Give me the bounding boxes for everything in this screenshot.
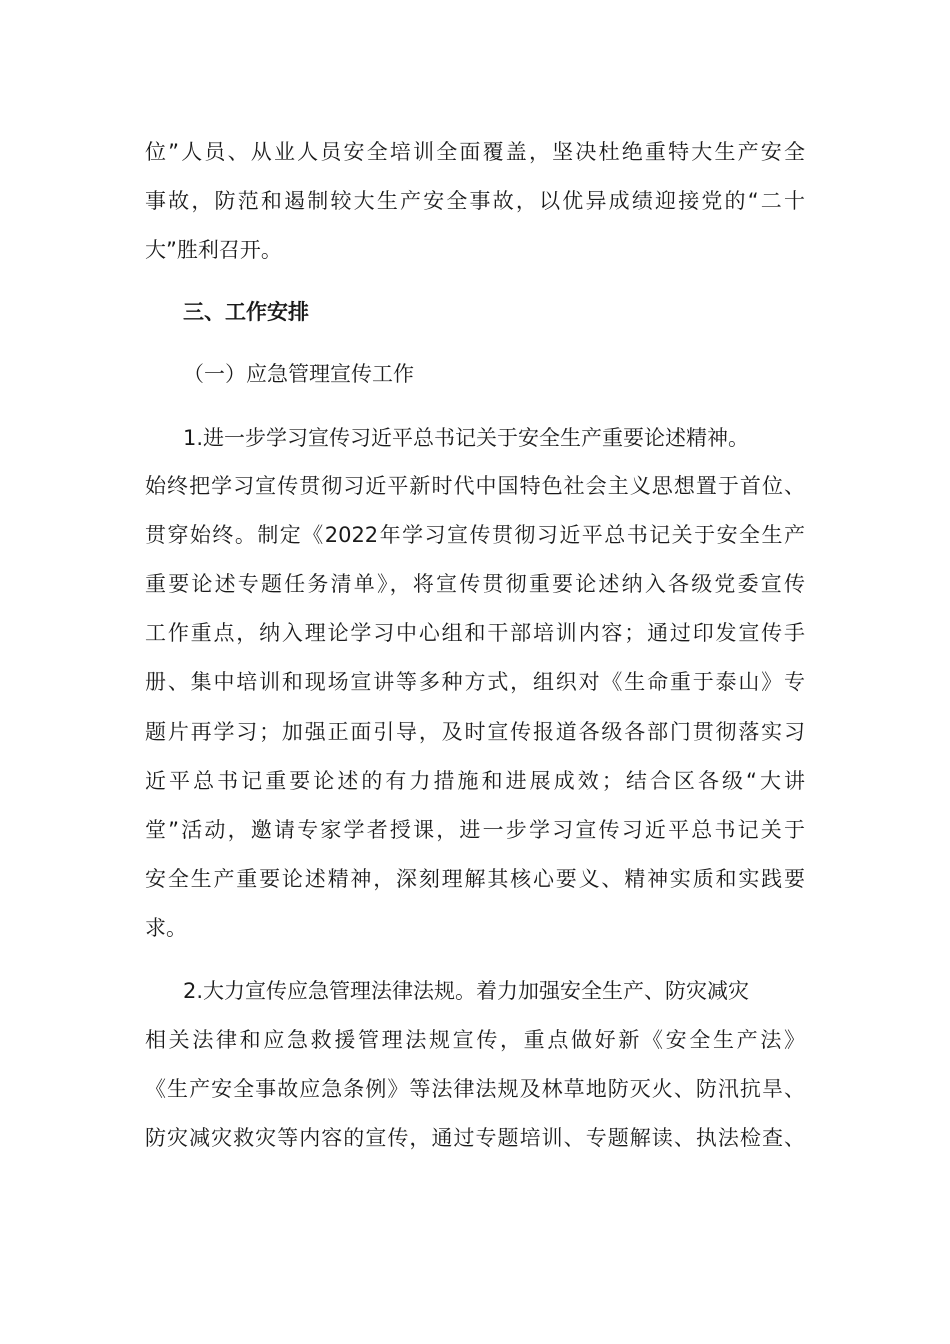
body-text-line: 安全生产重要论述精神，深刻理解其核心要义、精神实质和实践要 [145,867,805,891]
subsection-heading: （一）应急管理宣传工作 [183,362,414,386]
body-text-line: 大”胜利召开。 [145,238,282,262]
paragraph-title-line: 1.进一步学习宣传习近平总书记关于安全生产重要论述精神。 [183,426,750,450]
paragraph-title-line: 2.大力宣传应急管理法律法规。着力加强安全生产、防灾减灾 [183,979,750,1003]
body-text-line: 册、集中培训和现场宣讲等多种方式，组织对《生命重于泰山》专 [145,670,805,694]
body-text-line: 重要论述专题任务清单》，将宣传贯彻重要论述纳入各级党委宣传 [145,572,805,596]
body-text-line: 贯穿始终。制定《2022年学习宣传贯彻习近平总书记关于安全生产 [145,523,805,547]
body-text-line: 堂”活动，邀请专家学者授课，进一步学习宣传习近平总书记关于 [145,818,805,842]
body-text-line: 位”人员、从业人员安全培训全面覆盖，坚决杜绝重特大生产安全 [145,140,805,164]
body-text-line: 题片再学习；加强正面引导，及时宣传报道各级各部门贯彻落实习 [145,720,805,744]
body-text-line: 始终把学习宣传贯彻习近平新时代中国特色社会主义思想置于首位、 [145,474,805,498]
body-text-line: 事故，防范和遏制较大生产安全事故，以优异成绩迎接党的“二十 [145,189,805,213]
body-text-line: 相关法律和应急救援管理法规宣传，重点做好新《安全生产法》 [145,1028,805,1052]
body-text-line: 《生产安全事故应急条例》等法律法规及林草地防灭火、防汛抗旱、 [145,1077,805,1101]
body-text-line: 求。 [145,916,187,940]
section-heading: 三、工作安排 [183,300,309,324]
body-text-line: 近平总书记重要论述的有力措施和进展成效；结合区各级“大讲 [145,769,805,793]
body-text-line: 防灾减灾救灾等内容的宣传，通过专题培训、专题解读、执法检查、 [145,1126,805,1150]
body-text-line: 工作重点，纳入理论学习中心组和干部培训内容；通过印发宣传手 [145,621,805,645]
